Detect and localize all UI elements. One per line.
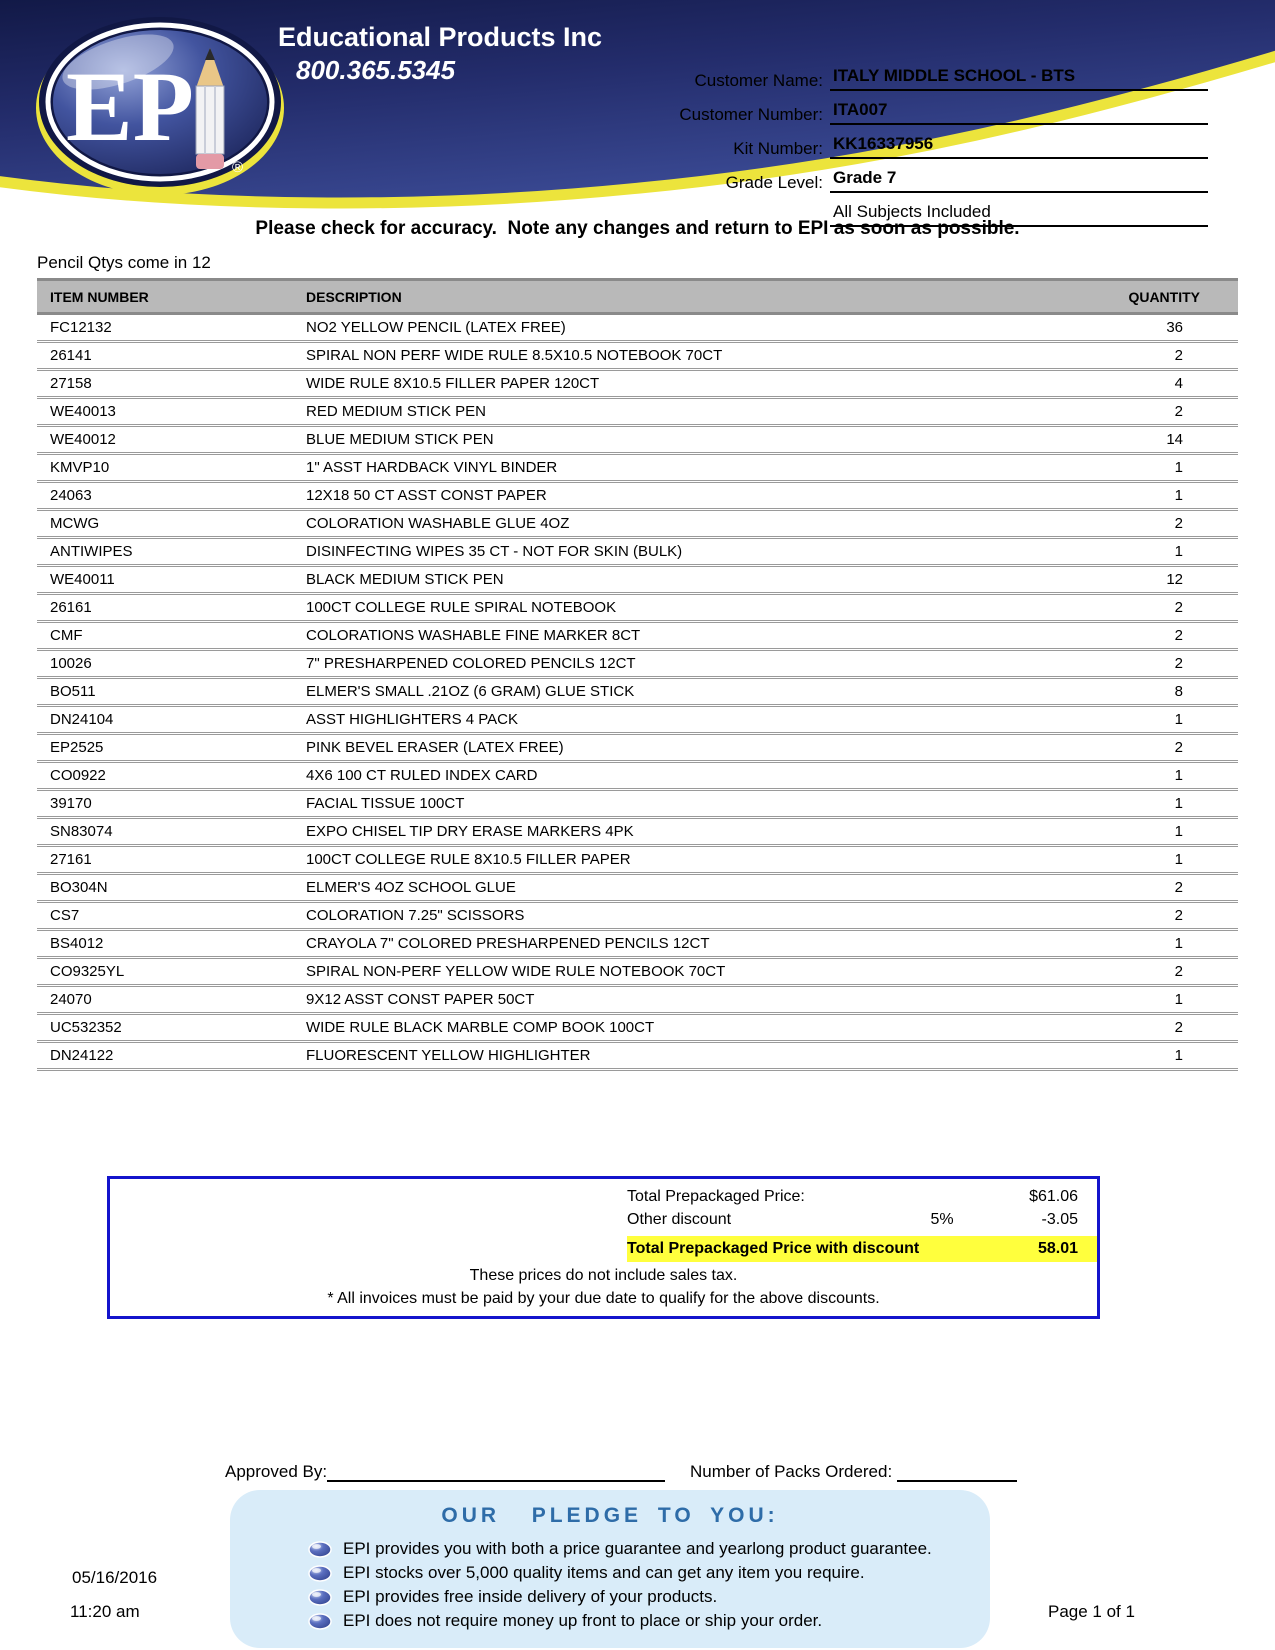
pledge-item-text: EPI provides you with both a price guarantee and yearlong product guarantee. <box>343 1539 932 1558</box>
quantity-cell: 2 <box>1053 1014 1238 1042</box>
item-number-cell: CS7 <box>37 902 305 930</box>
sphere-bullet-icon <box>308 1613 332 1630</box>
description-cell: WIDE RULE BLACK MARBLE COMP BOOK 100CT <box>305 1014 1053 1042</box>
table-row <box>37 706 1238 734</box>
description-cell: DISINFECTING WIPES 35 CT - NOT FOR SKIN (BULK) <box>305 538 1053 566</box>
quantity-cell: 2 <box>1053 510 1238 538</box>
items-table-header <box>37 280 1238 314</box>
quantity-cell: 36 <box>1053 314 1238 342</box>
item-number-cell: 39170 <box>37 790 305 818</box>
description-header: DESCRIPTION <box>305 280 1053 314</box>
approved-by-signature-line[interactable] <box>327 1466 665 1482</box>
other-discount-label: Other discount <box>627 1210 732 1228</box>
approved-by-row <box>225 1462 665 1482</box>
logo-text: EP <box>66 51 194 162</box>
other-discount-value: -3.05 <box>1041 1210 1078 1228</box>
table-row <box>37 930 1238 958</box>
customer-number-row <box>560 100 1208 125</box>
kit-number-label: Kit Number: <box>733 139 823 158</box>
company-name: Educational Products Inc <box>278 22 603 52</box>
item-number-cell: 27161 <box>37 846 305 874</box>
header-row <box>37 280 1238 314</box>
table-row <box>37 454 1238 482</box>
description-cell: 100CT COLLEGE RULE 8X10.5 FILLER PAPER <box>305 846 1053 874</box>
item-number-cell: CO9325YL <box>37 958 305 986</box>
sphere-bullet-icon <box>308 1565 332 1582</box>
pledge-title: OUR PLEDGE TO YOU: <box>441 1504 779 1527</box>
other-discount-row <box>627 1208 1097 1231</box>
item-number-cell: CMF <box>37 622 305 650</box>
description-cell: SPIRAL NON-PERF YELLOW WIDE RULE NOTEBOOK 70CT <box>305 958 1053 986</box>
table-row <box>37 594 1238 622</box>
table-row <box>37 426 1238 454</box>
table-row <box>37 902 1238 930</box>
customer-name-label: Customer Name: <box>694 71 823 90</box>
page-number: Page 1 of 1 <box>1048 1602 1135 1621</box>
item-number-cell: DN24122 <box>37 1042 305 1070</box>
grade-level-value: Grade 7 <box>830 168 1208 193</box>
quantity-cell: 1 <box>1053 818 1238 846</box>
table-row <box>37 342 1238 370</box>
pledge-item <box>308 1537 990 1561</box>
description-cell: WIDE RULE 8X10.5 FILLER PAPER 120CT <box>305 370 1053 398</box>
items-table <box>37 278 1238 1071</box>
other-discount-percent: 5% <box>930 1210 954 1228</box>
item-number-cell: BO304N <box>37 874 305 902</box>
table-row <box>37 874 1238 902</box>
table-row <box>37 370 1238 398</box>
quantity-cell: 1 <box>1053 706 1238 734</box>
quantity-cell: 2 <box>1053 594 1238 622</box>
description-cell: BLACK MEDIUM STICK PEN <box>305 566 1053 594</box>
table-row <box>37 314 1238 342</box>
pledge-list <box>308 1537 990 1633</box>
description-cell: 12X18 50 CT ASST CONST PAPER <box>305 482 1053 510</box>
quantity-cell: 2 <box>1053 622 1238 650</box>
totals-rows <box>627 1185 1097 1262</box>
prepackaged-price-value: $61.06 <box>1029 1187 1078 1205</box>
description-cell: COLORATION WASHABLE GLUE 4OZ <box>305 510 1053 538</box>
table-row <box>37 986 1238 1014</box>
description-cell: PINK BEVEL ERASER (LATEX FREE) <box>305 734 1053 762</box>
item-number-cell: BO511 <box>37 678 305 706</box>
table-row <box>37 398 1238 426</box>
item-number-cell: CO0922 <box>37 762 305 790</box>
item-number-cell: WE40011 <box>37 566 305 594</box>
discounted-total-value: 58.01 <box>1037 1240 1078 1257</box>
table-row <box>37 566 1238 594</box>
customer-info-block <box>560 66 1208 236</box>
description-cell: SPIRAL NON PERF WIDE RULE 8.5X10.5 NOTEBOOK 70CT <box>305 342 1053 370</box>
packs-ordered-label: Number of Packs Ordered: <box>690 1462 893 1481</box>
item-number-cell: 26161 <box>37 594 305 622</box>
item-number-cell: 10026 <box>37 650 305 678</box>
item-number-cell: 24063 <box>37 482 305 510</box>
table-row <box>37 846 1238 874</box>
discounted-total-row <box>627 1236 1097 1262</box>
quantity-cell: 1 <box>1053 538 1238 566</box>
description-cell: COLORATION 7.25" SCISSORS <box>305 902 1053 930</box>
items-table-body <box>37 314 1238 1070</box>
kit-number-row <box>560 134 1208 159</box>
item-number-header: ITEM NUMBER <box>37 280 305 314</box>
item-number-cell: EP2525 <box>37 734 305 762</box>
pledge-box <box>230 1490 990 1648</box>
quantity-cell: 12 <box>1053 566 1238 594</box>
grade-level-row <box>560 168 1208 193</box>
packs-ordered-row <box>690 1462 1017 1482</box>
quantity-cell: 14 <box>1053 426 1238 454</box>
description-cell: COLORATIONS WASHABLE FINE MARKER 8CT <box>305 622 1053 650</box>
description-cell: 7" PRESHARPENED COLORED PENCILS 12CT <box>305 650 1053 678</box>
item-number-cell: SN83074 <box>37 818 305 846</box>
kit-number-value: KK16337956 <box>830 134 1208 159</box>
quantity-cell: 2 <box>1053 958 1238 986</box>
item-number-cell: 27158 <box>37 370 305 398</box>
description-cell: ELMER'S SMALL .21OZ (6 GRAM) GLUE STICK <box>305 678 1053 706</box>
quantity-header: QUANTITY <box>1053 280 1238 314</box>
table-row <box>37 482 1238 510</box>
pledge-item <box>308 1609 990 1633</box>
quantity-cell: 2 <box>1053 342 1238 370</box>
table-row <box>37 734 1238 762</box>
sales-tax-note: These prices do not include sales tax. <box>469 1267 738 1284</box>
description-cell: FACIAL TISSUE 100CT <box>305 790 1053 818</box>
table-row <box>37 510 1238 538</box>
table-row <box>37 818 1238 846</box>
prepackaged-price-label: Total Prepackaged Price: <box>627 1187 805 1205</box>
approved-by-label: Approved By: <box>225 1462 328 1481</box>
quantity-cell: 2 <box>1053 734 1238 762</box>
table-row <box>37 538 1238 566</box>
table-row <box>37 790 1238 818</box>
print-date: 05/16/2016 <box>72 1568 158 1587</box>
table-row <box>37 1014 1238 1042</box>
table-row <box>37 622 1238 650</box>
pledge-item <box>308 1585 990 1609</box>
quantity-cell: 2 <box>1053 874 1238 902</box>
customer-name-row <box>560 66 1208 91</box>
pledge-item-text: EPI does not require money up front to place or ship your order. <box>343 1611 823 1630</box>
item-number-cell: MCWG <box>37 510 305 538</box>
item-number-cell: UC532352 <box>37 1014 305 1042</box>
item-number-cell: 24070 <box>37 986 305 1014</box>
table-row <box>37 650 1238 678</box>
packs-ordered-fill-line[interactable] <box>897 1466 1017 1482</box>
description-cell: 100CT COLLEGE RULE SPIRAL NOTEBOOK <box>305 594 1053 622</box>
item-number-cell: WE40013 <box>37 398 305 426</box>
quantity-cell: 1 <box>1053 762 1238 790</box>
customer-number-label: Customer Number: <box>679 105 823 124</box>
item-number-cell: WE40012 <box>37 426 305 454</box>
quantity-cell: 1 <box>1053 482 1238 510</box>
registered-mark: ® <box>232 159 244 176</box>
quantity-cell: 1 <box>1053 790 1238 818</box>
item-number-cell: 26141 <box>37 342 305 370</box>
description-cell: FLUORESCENT YELLOW HIGHLIGHTER <box>305 1042 1053 1070</box>
accuracy-notice: Please check for accuracy. Note any changes and return to EPI as soon as possible. <box>255 218 1020 239</box>
table-row <box>37 678 1238 706</box>
totals-box <box>107 1176 1100 1319</box>
item-number-cell: ANTIWIPES <box>37 538 305 566</box>
table-row <box>37 958 1238 986</box>
quantity-cell: 4 <box>1053 370 1238 398</box>
description-cell: 1" ASST HARDBACK VINYL BINDER <box>305 454 1053 482</box>
pledge-item <box>308 1561 990 1585</box>
quantity-cell: 1 <box>1053 930 1238 958</box>
description-cell: RED MEDIUM STICK PEN <box>305 398 1053 426</box>
quantity-cell: 8 <box>1053 678 1238 706</box>
epi-logo <box>36 17 284 195</box>
subjects-value: All Subjects Included <box>830 202 1208 227</box>
discounted-total-label: Total Prepackaged Price with discount <box>627 1240 920 1257</box>
table-row <box>37 1042 1238 1070</box>
description-cell: BLUE MEDIUM STICK PEN <box>305 426 1053 454</box>
sphere-bullet-icon <box>308 1589 332 1606</box>
customer-number-value: ITA007 <box>830 100 1208 125</box>
grade-level-label: Grade Level: <box>725 173 823 192</box>
invoice-note: * All invoices must be paid by your due date to qualify for the above discounts. <box>327 1290 880 1307</box>
description-cell: EXPO CHISEL TIP DRY ERASE MARKERS 4PK <box>305 818 1053 846</box>
item-number-cell: DN24104 <box>37 706 305 734</box>
description-cell: ASST HIGHLIGHTERS 4 PACK <box>305 706 1053 734</box>
quantity-cell: 1 <box>1053 454 1238 482</box>
pencil-qty-note: Pencil Qtys come in 12 <box>37 253 211 272</box>
quantity-cell: 1 <box>1053 846 1238 874</box>
quantity-cell: 1 <box>1053 986 1238 1014</box>
company-phone: 800.365.5345 <box>296 55 456 85</box>
description-cell: 4X6 100 CT RULED INDEX CARD <box>305 762 1053 790</box>
pledge-item-text: EPI stocks over 5,000 quality items and can get any item you require. <box>343 1563 865 1582</box>
description-cell: CRAYOLA 7" COLORED PRESHARPENED PENCILS 12CT <box>305 930 1053 958</box>
description-cell: ELMER'S 4OZ SCHOOL GLUE <box>305 874 1053 902</box>
pledge-item-text: EPI provides free inside delivery of your products. <box>343 1587 718 1606</box>
sphere-bullet-icon <box>308 1541 332 1558</box>
quantity-cell: 2 <box>1053 650 1238 678</box>
prepackaged-price-row <box>627 1185 1097 1208</box>
description-cell: NO2 YELLOW PENCIL (LATEX FREE) <box>305 314 1053 342</box>
quantity-cell: 1 <box>1053 1042 1238 1070</box>
customer-name-value: ITALY MIDDLE SCHOOL - BTS <box>830 66 1208 91</box>
description-cell: 9X12 ASST CONST PAPER 50CT <box>305 986 1053 1014</box>
quantity-cell: 2 <box>1053 398 1238 426</box>
table-row <box>37 762 1238 790</box>
item-number-cell: FC12132 <box>37 314 305 342</box>
print-time: 11:20 am <box>70 1602 140 1621</box>
item-number-cell: BS4012 <box>37 930 305 958</box>
quantity-cell: 2 <box>1053 902 1238 930</box>
item-number-cell: KMVP10 <box>37 454 305 482</box>
